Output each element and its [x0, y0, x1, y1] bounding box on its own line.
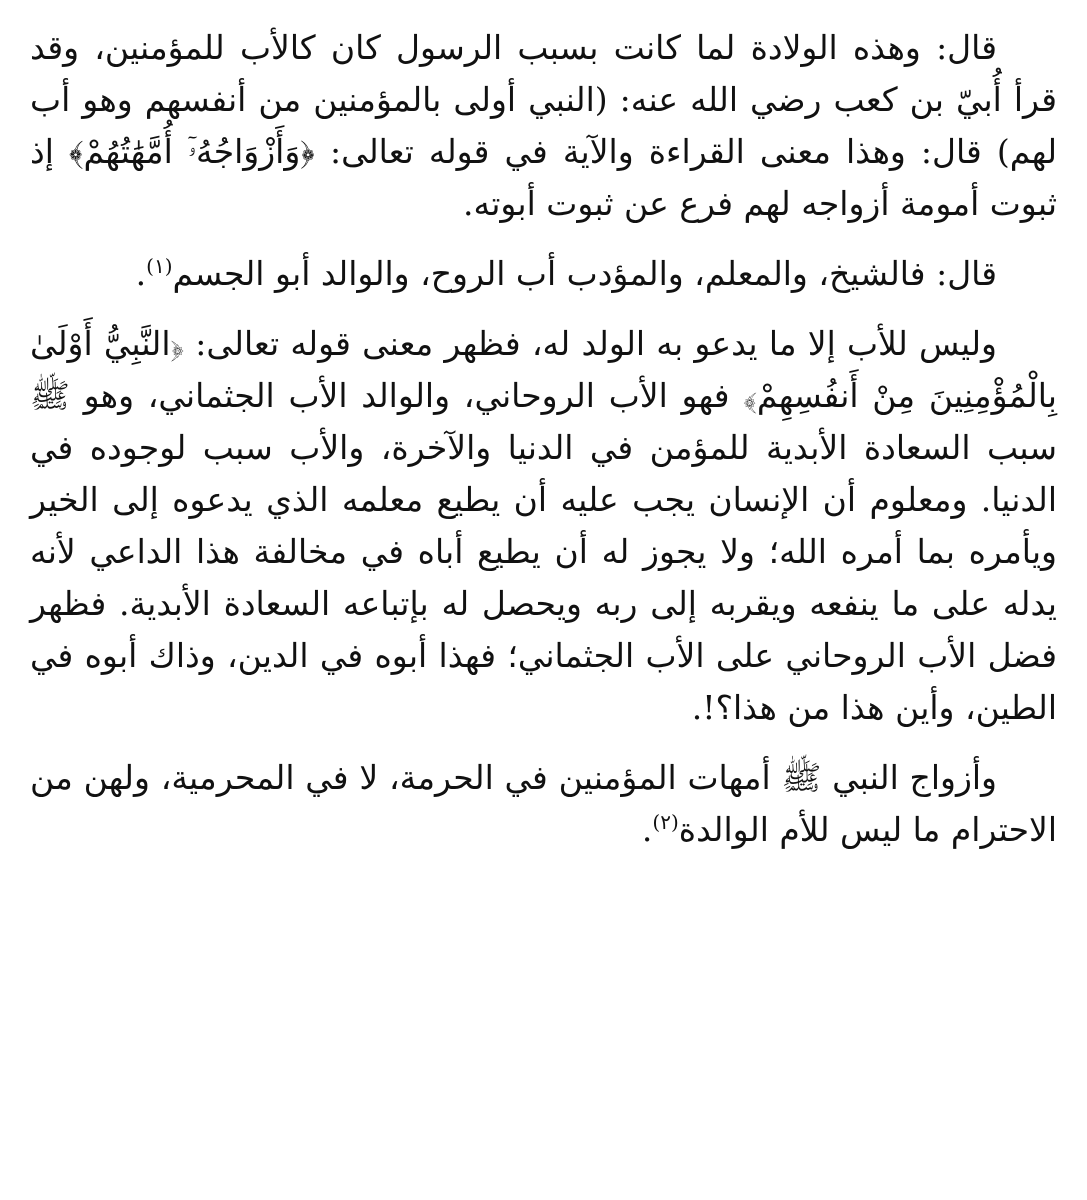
paragraph-2-text: قال: فالشيخ، والمعلم، والمؤدب أب الروح، والوالد أبو الجسم [172, 254, 997, 293]
paragraph-1 [30, 22, 1057, 230]
footnote-marker-1[interactable]: (١) [146, 254, 173, 278]
footnote-marker-2[interactable]: (٢) [652, 810, 679, 834]
paragraph-3 [30, 318, 1057, 734]
paragraph-4 [30, 752, 1057, 856]
paragraph-4-tail: . [641, 810, 653, 849]
paragraph-3-text: وليس للأب إلا ما يدعو به الولد له، فظهر معنى قوله تعالى: ﴿النَّبِيُّ أَوْلَىٰ بِالْمُؤْمِنِينَ مِنْ أَنفُسِهِمْ﴾ فهو الأب الروحاني، والوالد الأب الجثماني، وهو ﷺ سبب السعادة الأبدية للمؤمن في الدنيا والآخرة، والأب سبب لوجوده في الدنيا. ومعلوم أن الإنسان يجب عليه أن يطيع معلمه الذي يدعوه إلى الخير ويأمره بما أمره الله؛ ولا يجوز له أن يطيع أباه في مخالفة هذا الداعي لأنه يدله على ما ينفعه ويقربه إلى ربه ويحصل له بإتباعه السعادة الأبدية. فظهر فضل الأب الروحاني على الأب الجثماني؛ فهذا أبوه في الدين، وذاك أبوه في الطين، وأين هذا من هذا؟!. [30, 324, 1057, 727]
paragraph-1-text: قال: وهذه الولادة لما كانت بسبب الرسول كان كالأب للمؤمنين، وقد قرأ أُبيّ بن كعب رضي الله عنه: (النبي أولى بالمؤمنين من أنفسهم وهو أب لهم) قال: وهذا معنى القراءة والآية في قوله تعالى: ﴿وَأَزْوَاجُهُۥٓ أُمَّهَٰتُهُمْ﴾ إذ ثبوت أمومة أزواجه لهم فرع عن ثبوت أبوته. [30, 28, 1057, 223]
page-body [30, 22, 1057, 874]
paragraph-4-text: وأزواج النبي ﷺ أمهات المؤمنين في الحرمة، لا في المحرمية، ولهن من الاحترام ما ليس للأم الوالدة [30, 758, 1057, 849]
paragraph-2-tail: . [135, 254, 147, 293]
paragraph-2 [30, 248, 1057, 300]
